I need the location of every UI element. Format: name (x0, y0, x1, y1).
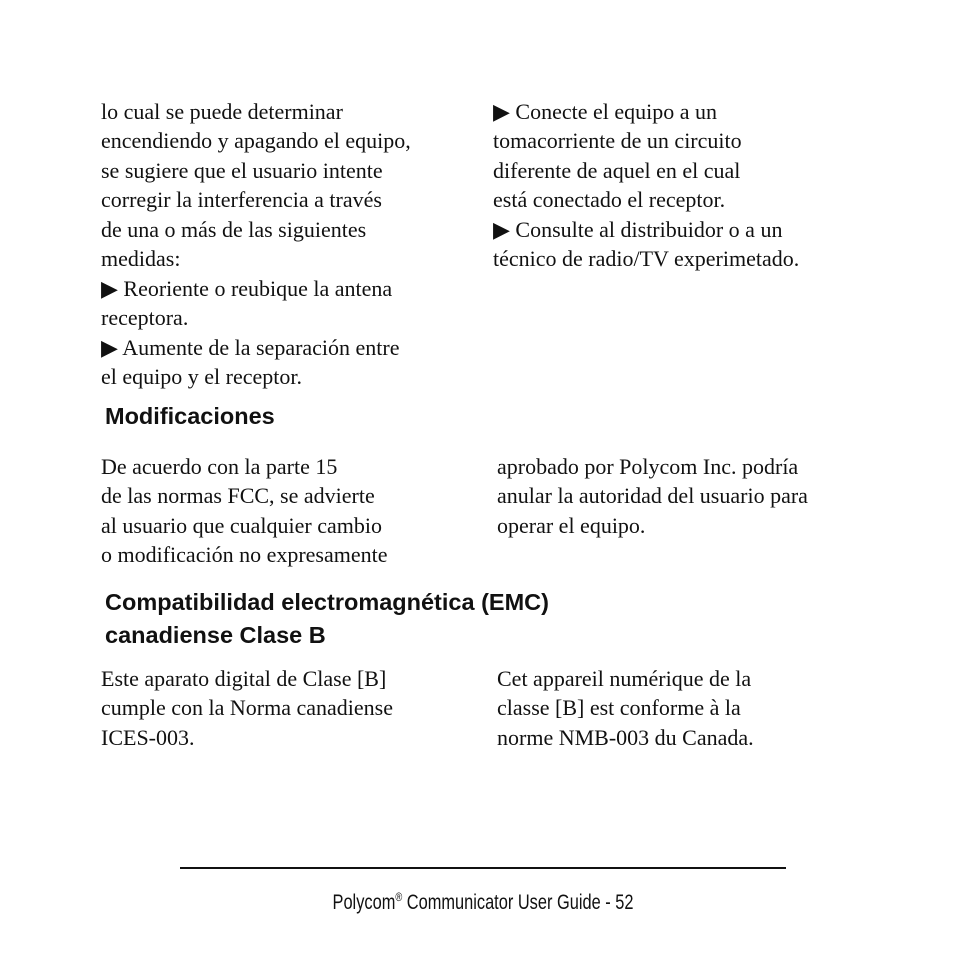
heading-line: Compatibilidad electromagnética (EMC) (105, 589, 549, 615)
text-line: anular la autoridad del usuario para (497, 483, 808, 508)
bullet-line: ▶ Reoriente o reubique la antena (101, 276, 393, 301)
text-line: medidas: (101, 246, 181, 271)
text-line: norme NMB-003 du Canada. (497, 725, 754, 750)
text-line: se sugiere que el usuario intente (101, 158, 383, 183)
text-line: cumple con la Norma canadiense (101, 695, 393, 720)
text-line: receptora. (101, 305, 189, 330)
text-line: encendiendo y apagando el equipo, (101, 128, 411, 153)
section-heading-modificaciones: Modificaciones (105, 403, 275, 429)
bullet-line: ▶ Conecte el equipo a un (493, 99, 718, 124)
text-line: de una o más de las siguientes (101, 217, 367, 242)
text-line: operar el equipo. (497, 513, 646, 538)
text-line: diferente de aquel en el cual (493, 158, 741, 183)
footer-title-page: Communicator User Guide - 52 (402, 891, 634, 914)
text-line: classe [B] est conforme à la (497, 695, 741, 720)
text-line: aprobado por Polycom Inc. podría (497, 454, 799, 479)
text-line: ICES-003. (101, 725, 195, 750)
bullet-line: ▶ Consulte al distribuidor o a un (493, 217, 783, 242)
page-footer (333, 884, 634, 916)
text-line: el equipo y el receptor. (101, 364, 302, 389)
text-line: Este aparato digital de Clase [B] (101, 666, 387, 691)
footer-brand: Polycom (332, 891, 396, 914)
text-line: corregir la interferencia a través (101, 187, 382, 212)
text-line: técnico de radio/TV experimetado. (493, 246, 800, 271)
text-line: De acuerdo con la parte 15 (101, 454, 338, 479)
heading-line: canadiense Clase B (105, 622, 326, 648)
text-line: lo cual se puede determinar (101, 99, 343, 124)
text-line: tomacorriente de un circuito (493, 128, 742, 153)
text-line: o modificación no expresamente (101, 542, 388, 567)
text-line: Cet appareil numérique de la (497, 666, 752, 691)
bullet-line: ▶ Aumente de la separación entre (101, 335, 400, 360)
registered-mark: ® (395, 890, 403, 904)
text-line: al usuario que cualquier cambio (101, 513, 383, 538)
text-line: de las normas FCC, se advierte (101, 483, 375, 508)
text-line: está conectado el receptor. (493, 187, 726, 212)
footer-divider (180, 867, 786, 869)
